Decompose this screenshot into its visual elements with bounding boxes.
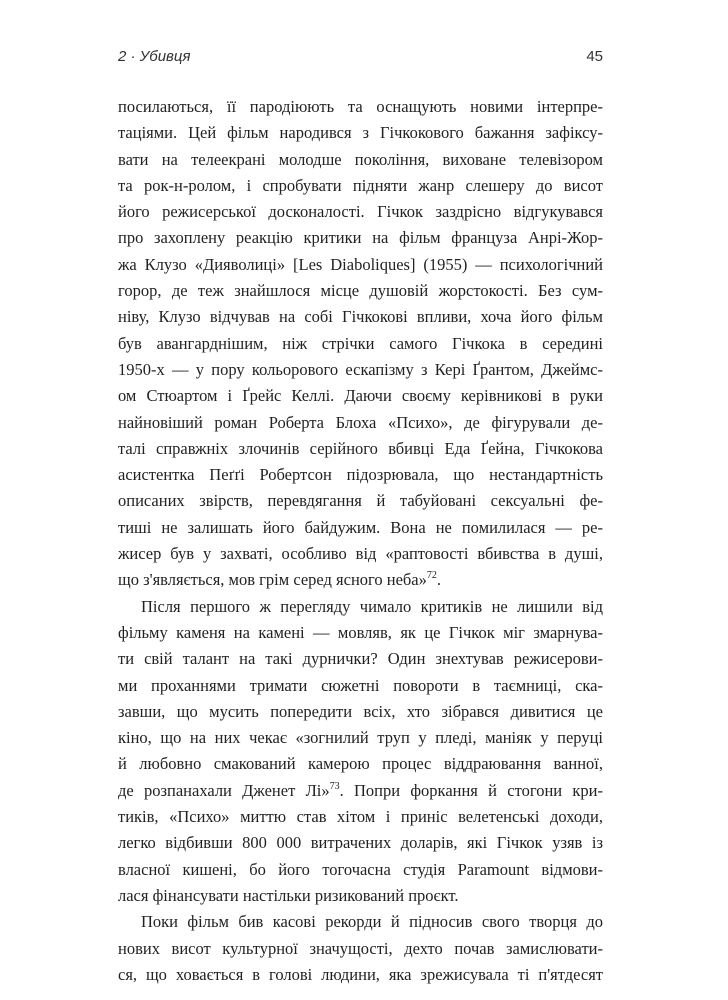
text-line: жа Клузо «Дияволиці» [Les Diaboliques] (1955) — психологічний [118, 254, 603, 274]
text-line: його режисерської досконалості. Гічкок заздрісно відгукувався [118, 202, 603, 222]
text-line: таціями. Цей фільм народився з Гічкокового бажання зафіксу- [118, 123, 603, 143]
paragraph-2 [118, 594, 603, 910]
text-line: тиків, «Психо» миттю став хітом і приніс велетенські доходи, [118, 807, 603, 827]
paragraph-3 [118, 909, 603, 988]
text-line: тиші не залишать його байдужим. Вона не помилилася — ре- [118, 517, 603, 537]
text-line: легко відбивши 800 000 витрачених доларів, які Гічкок узяв із [118, 833, 603, 853]
paragraph-1 [118, 94, 603, 594]
text-line: лася фінансувати настільки ризикований проєкт. [118, 885, 459, 905]
text-line: жисер був у захваті, особливо від «раптовості вбивства в душі, [118, 544, 603, 564]
text-line [118, 778, 603, 804]
text-line: посилаються, її пародіюють та оснащують новими інтерпре- [118, 97, 603, 116]
footnote-ref-72[interactable]: 72 [426, 570, 437, 582]
text-line: був авангарднішим, ніж стрічки самого Гічкока в середині [118, 333, 603, 353]
text-line [118, 567, 603, 593]
text-line: ми проханнями тримати сюжетні повороти в таємниці, ска- [118, 675, 603, 695]
text-line: найновіший роман Роберта Блоха «Психо», де фігурували де- [118, 412, 603, 432]
text-line: завши, що мусить попередити всіх, хто зібрався дивитися це [118, 701, 603, 721]
text-line: горор, де теж знайшлося місце душовій жорстокості. Без сум- [118, 281, 603, 301]
text-line: й любовно смакований камерою процес віддраювання ванної, [118, 754, 603, 774]
text-line: асистентка Пеґґі Робертсон підозрювала, що нестандартність [118, 465, 603, 485]
text-line: про захоплену реакцію критики на фільм француза Анрі-Жор- [118, 228, 603, 248]
text-line: Після першого ж перегляду чимало критиків не лишили від [141, 596, 603, 616]
text-line: талі справжніх злочинів серійного вбивці Еда Ґейна, Гічкокова [118, 438, 603, 458]
text-line: власної кишені, бо його тогочасна студія Paramount відмови- [118, 859, 603, 879]
footnote-ref-73[interactable]: 73 [329, 780, 340, 792]
text-line: Поки фільм бив касові рекорди й підносив свого творця до [141, 912, 603, 932]
text-line: ніву, Клузо відчував на собі Гічкокові впливи, хоча його фільм [118, 307, 603, 327]
text-line: нових висот культурної значущості, дехто почав замислювати- [118, 938, 603, 958]
body-text [118, 94, 603, 988]
page-number: 45 [586, 48, 603, 65]
text-line-content: де розпанахали Дженет Лі» [118, 780, 330, 800]
text-line: ом Стюартом і Ґрейс Келлі. Даючи своєму керівникові в руки [118, 386, 603, 406]
text-line: фільму каменя на камені — мовляв, як це Гічкок міг змарнува- [118, 622, 603, 642]
text-line: кіно, що на них чекає «зогнилий труп у пледі, маніяк у перуці [118, 728, 603, 748]
text-line-tail: . Попри форкання й стогони кри- [339, 780, 603, 800]
text-line: 1950-х — у пору кольорового ескапізму з Кері Ґрантом, Джеймс- [118, 359, 603, 379]
text-line: ся, що ховається в голові людини, яка зрежисувала ті п'ятдесят [118, 964, 603, 984]
page-header [118, 46, 603, 70]
text-line: ти свій талант на такі дурнички? Один знехтував режисерови- [118, 649, 603, 669]
text-line: та рок-н-ролом, і спробувати підняти жанр слешеру до висот [118, 175, 603, 195]
text-line: вати на телеекрані молодше покоління, виховане телевізором [118, 149, 603, 169]
running-head: 2 · Убивця [118, 48, 191, 65]
text-line: описаних звірств, перевдягання й табуйовані сексуальні фе- [118, 491, 603, 511]
sentence-end: . [436, 570, 442, 590]
text-line-content: що з'являється, мов грім серед ясного неба» [118, 570, 427, 590]
